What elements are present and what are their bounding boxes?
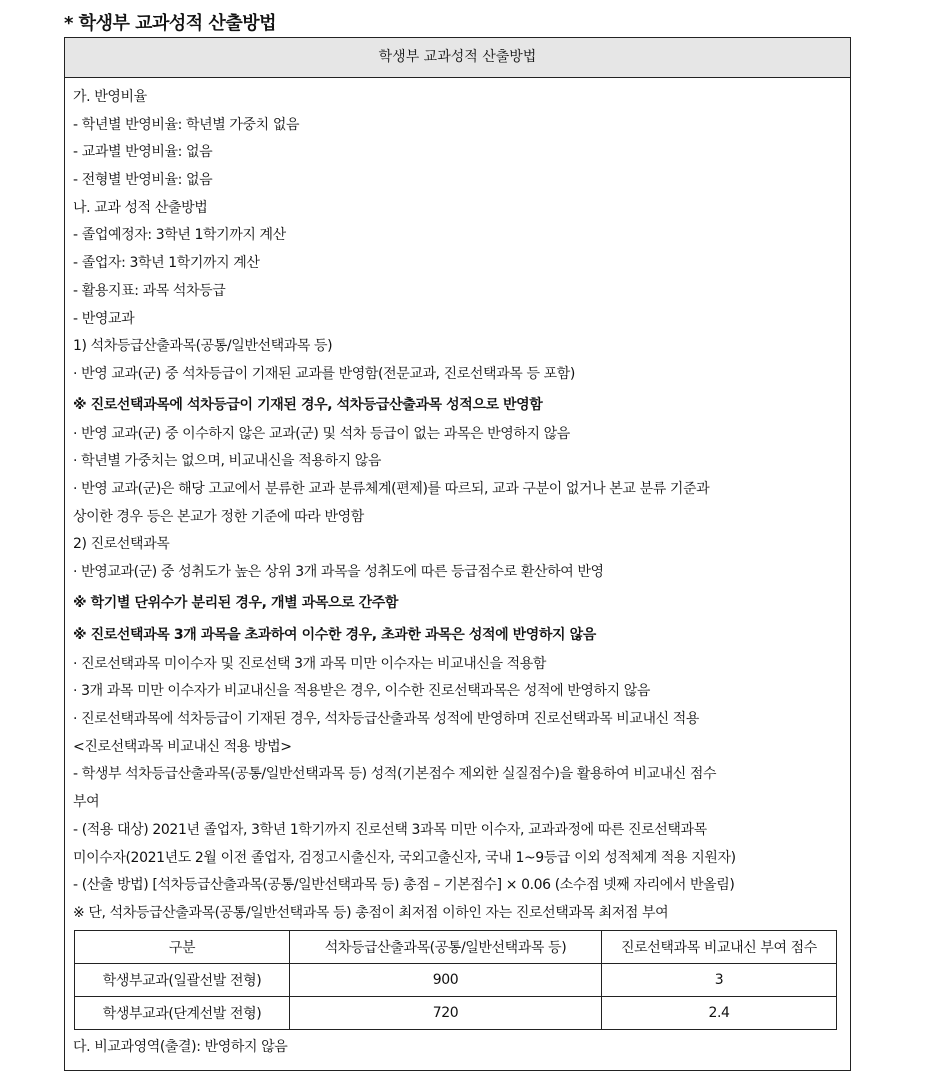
table-row [75, 963, 837, 996]
table-row [75, 996, 837, 1029]
score-table [74, 930, 837, 1030]
text-line: · 반영교과(군) 중 성취도가 높은 상위 3개 과목을 성취도에 따른 등급점수로 환산하여 반영 [73, 564, 604, 580]
note-line: ※ 학기별 단위수가 분리된 경우, 개별 과목으로 간주함 [73, 594, 399, 611]
text-line: · 반영 교과(군) 중 석차등급이 기재된 교과를 반영함(전문교과, 진로선택과목 등 포함) [73, 365, 575, 382]
table-cell: 3 [602, 963, 837, 996]
content-lines [73, 84, 842, 928]
note-line: ※ 진로선택과목에 석차등급이 기재된 경우, 석차등급산출과목 성적으로 반영함 [73, 396, 543, 413]
table-cell: 학생부교과(단계선발 전형) [75, 996, 290, 1029]
text-line: · 학년별 가중치는 없으며, 비교내신을 적용하지 않음 [73, 453, 382, 470]
box-header: 학생부 교과성적 산출방법 [65, 38, 850, 78]
text-line: · 3개 과목 미만 이수자가 비교내신을 적용받은 경우, 이수한 진로선택과목은 성적에 반영하지 않음 [73, 683, 651, 700]
text-line: · 반영 교과(군)은 해당 고교에서 분류한 교과 분류체계(편제)를 따르되, 교과 구분이 없거나 본교 분류 기준과 [73, 480, 710, 497]
table-cell: 학생부교과(일괄선발 전형) [75, 963, 290, 996]
text-line: 1) 석차등급산출과목(공통/일반선택과목 등) [73, 338, 333, 355]
table-header-row [75, 930, 837, 963]
text-line: - (산출 방법) [석차등급산출과목(공통/일반선택과목 등) 총점 – 기본점수] × 0.06 (소수점 넷째 자리에서 반올림) [73, 877, 735, 894]
table-cell: 2.4 [602, 996, 837, 1029]
page-title: * 학생부 교과성적 산출방법 [64, 13, 276, 34]
text-line: 부여 [73, 794, 100, 811]
table-cell: 720 [290, 996, 602, 1029]
text-line: ※ 단, 석차등급산출과목(공통/일반선택과목 등) 총점이 최저점 이하인 자는 진로선택과목 최저점 부여 [73, 904, 669, 921]
text-line: - 졸업자: 3학년 1학기까지 계산 [73, 255, 260, 272]
text-line: - 학년별 반영비율: 학년별 가중치 없음 [73, 116, 300, 133]
note-line: ※ 진로선택과목 3개 과목을 초과하여 이수한 경우, 초과한 과목은 성적에 반영하지 않음 [73, 626, 596, 643]
text-line: · 진로선택과목 미이수자 및 진로선택 3개 과목 미만 이수자는 비교내신을 적용함 [73, 655, 547, 672]
text-line: · 진로선택과목에 석차등급이 기재된 경우, 석차등급산출과목 성적에 반영하며 진로선택과목 비교내신 적용 [73, 711, 700, 728]
text-line: 상이한 경우 등은 본교가 정한 기준에 따라 반영함 [73, 508, 364, 525]
table-cell: 900 [290, 963, 602, 996]
text-line: - (적용 대상) 2021년 졸업자, 3학년 1학기까지 진로선택 3과목 미만 이수자, 교과과정에 따른 진로선택과목 [73, 821, 707, 838]
text-line: - 졸업예정자: 3학년 1학기까지 계산 [73, 227, 286, 244]
text-line: · 반영 교과(군) 중 이수하지 않은 교과(군) 및 석차 등급이 없는 과목은 반영하지 않음 [73, 425, 570, 442]
text-line: - 반영교과 [73, 310, 135, 327]
table-header: 진로선택과목 비교내신 부여 점수 [602, 930, 837, 963]
text-line: - 활용지표: 과목 석차등급 [73, 282, 226, 299]
text-line: 2) 진로선택과목 [73, 536, 170, 553]
table-header: 석차등급산출과목(공통/일반선택과목 등) [290, 930, 602, 963]
box-content [65, 78, 850, 1061]
text-line: - 학생부 석차등급산출과목(공통/일반선택과목 등) 성적(기본점수 제외한 실질점수)을 활용하여 비교내신 점수 [73, 766, 717, 783]
text-line: 미이수자(2021년도 2월 이전 졸업자, 검정고시출신자, 국외고출신자, 국내 1~9등급 이외 성적체계 적용 지원자) [73, 849, 736, 866]
footer-line: 다. 비교과영역(출결): 반영하지 않음 [73, 1038, 288, 1055]
table-header: 구분 [75, 930, 290, 963]
text-line: 가. 반영비율 [73, 89, 147, 105]
grading-method-box [64, 37, 851, 1071]
text-line: - 전형별 반영비율: 없음 [73, 172, 213, 189]
text-line: - 교과별 반영비율: 없음 [73, 144, 213, 161]
text-line: 나. 교과 성적 산출방법 [73, 199, 208, 216]
text-line: <진로선택과목 비교내신 적용 방법> [73, 738, 292, 755]
